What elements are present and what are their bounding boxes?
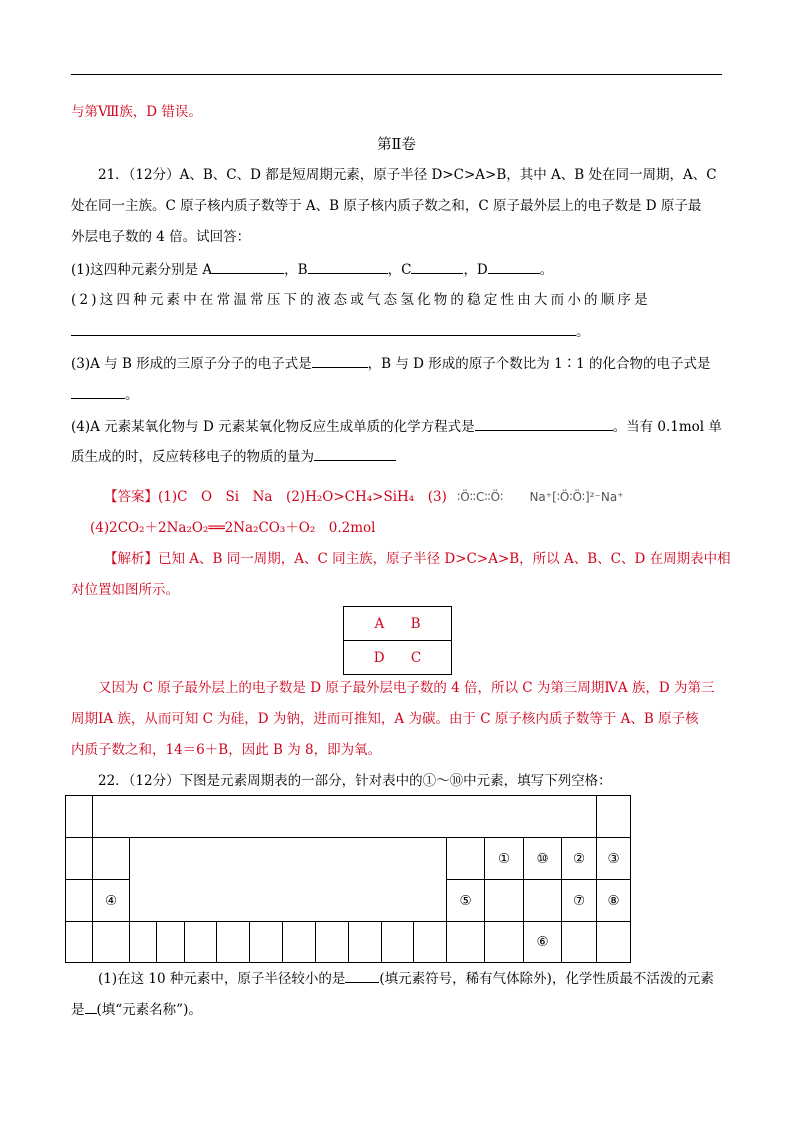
lewis-na2o2: Na⁺[∶Ö∶Ö∶]²⁻Na⁺ — [529, 490, 624, 504]
analysis-line1 — [77, 549, 755, 569]
position-grid — [343, 606, 452, 675]
pt-cell-element-1: ① — [485, 838, 524, 880]
q22-stem: 22．（12分）下图是元素周期表的一部分，针对表中的①～⑩中元素，填写下列空格： — [98, 773, 612, 789]
q21-stem-line3: 外层电子数的 4 倍。试回答： — [71, 229, 251, 245]
q21-part1-d: ，D — [463, 262, 488, 278]
analysis-line3: 又因为 C 原子最外层上的电子数是 D 原子最外层电子数的 4 倍，所以 C 为第三周期ⅣA 族，D 为第三 — [98, 680, 715, 696]
answer-blank-electrons[interactable] — [314, 446, 396, 461]
position-grid-row2 — [344, 641, 452, 675]
q21-part4-c: 质生成的时，反应转移电子的物质的量为 — [71, 449, 314, 465]
grid-a: A — [374, 615, 385, 632]
analysis-line2: 对位置如图所示。 — [71, 582, 179, 598]
answer-blank-d[interactable] — [488, 259, 540, 274]
pt-cell — [382, 922, 414, 963]
analysis-line5: 内质子数之和，14＝6＋B，因此 B 为 8，即为氧。 — [71, 742, 382, 758]
pt-cell-element-6: ⑥ — [524, 922, 562, 963]
pt-cell — [485, 880, 524, 922]
answer-blank-b[interactable] — [308, 259, 388, 274]
q21-part2: (2)这四种元素中在常温常压下的液态或气态氢化物的稳定性由大而小的顺序是 — [71, 292, 651, 308]
header-rule — [71, 74, 722, 75]
pt-cell — [66, 838, 93, 880]
analysis-text-1: 已知 A、B 同一周期，A、C 同主族，原子半径 D>C>A>B，所以 A、B、C、D 在周期表中相 — [158, 551, 731, 567]
pt-cell — [597, 796, 631, 838]
answer-blank-inert[interactable] — [85, 999, 97, 1014]
answer-blank-electron-formula-2[interactable] — [71, 384, 125, 399]
pt-cell — [283, 922, 316, 963]
q22-part1 — [71, 968, 749, 989]
pt-cell — [93, 922, 130, 963]
grid-b: B — [410, 615, 421, 632]
q22-part1-d: (填“元素名称”)。 — [96, 1002, 202, 1018]
pt-cell — [597, 922, 631, 963]
q21-part1-a: (1)这四种元素分别是 A — [71, 262, 213, 278]
pt-cell — [66, 880, 93, 922]
q21-part3-cont — [71, 384, 722, 405]
analysis-label: 【解析】 — [104, 551, 158, 567]
pt-cell — [130, 922, 157, 963]
answer-blank-c[interactable] — [411, 259, 463, 274]
answer-text-1: (1)C O Si Na (2)H₂O>CH₄>SiH₄ (3) — [158, 489, 447, 505]
pt-cell-element-10: ⑩ — [524, 838, 562, 880]
q21-part4-b: 。当有 0.1mol 单 — [612, 419, 722, 435]
section-title: 第Ⅱ卷 — [377, 137, 416, 153]
q22-part1-c: 是 — [71, 1002, 85, 1018]
pt-cell — [562, 922, 597, 963]
pt-cell-transition-gap — [130, 838, 447, 922]
position-grid-row1 — [344, 607, 452, 641]
pt-cell — [349, 922, 382, 963]
pt-row-1 — [66, 796, 631, 838]
pt-cell — [524, 880, 562, 922]
answer-blank-a[interactable] — [212, 259, 284, 274]
pt-cell-element-3: ③ — [597, 838, 631, 880]
answer-line1 — [77, 487, 755, 507]
position-grid-bottom — [344, 641, 452, 675]
pt-row-4 — [66, 922, 631, 963]
answer-blank-equation[interactable] — [475, 416, 613, 431]
answer-line2: (4)2CO₂＋2Na₂O₂══2Na₂CO₃＋O₂ 0.2mol — [90, 520, 376, 536]
pt-cell — [157, 922, 185, 963]
carryover-text: 与第Ⅷ族，D 错误。 — [71, 104, 202, 120]
grid-d: D — [373, 649, 385, 666]
answer-label: 【答案】 — [104, 489, 158, 505]
pt-cell — [93, 838, 130, 880]
q21-stem-line1: 21．（12分）A、B、C、D 都是短周期元素，原子半径 D>C>A>B，其中 A、B 处在同一周期，A、C — [98, 167, 717, 183]
pt-cell — [66, 922, 93, 963]
pt-cell-period1-gap — [93, 796, 597, 838]
q21-stem-line2: 处在同一主族。C 原子核内质子数等于 A、B 原子核内质子数之和，C 原子最外层上的电子数是 D 原子最 — [71, 198, 702, 214]
pt-cell-element-8: ⑧ — [597, 880, 631, 922]
pt-cell — [250, 922, 283, 963]
pt-cell-element-5: ⑤ — [447, 880, 485, 922]
q21-part4-a: (4)A 元素某氧化物与 D 元素某氧化物反应生成单质的化学方程式是 — [71, 419, 475, 435]
q21-part1-b: ，B — [284, 262, 308, 278]
q21-part2-end: 。 — [576, 324, 590, 340]
answer-blank-order[interactable] — [71, 321, 576, 336]
q21-part2-blank-line — [71, 321, 722, 342]
pt-cell — [185, 922, 217, 963]
periodic-table — [65, 795, 631, 963]
pt-cell-element-7: ⑦ — [562, 880, 597, 922]
q22-part1-b: (填元素符号，稀有气体除外)，化学性质最不活泼的元素 — [379, 971, 714, 987]
lewis-co2: ∶Ö∶∶C∶∶Ö∶ — [457, 490, 504, 504]
pt-cell — [414, 922, 447, 963]
q21-part3 — [71, 353, 722, 374]
pt-cell — [316, 922, 349, 963]
pt-cell-element-2: ② — [562, 838, 597, 880]
q21-part1-e: 。 — [539, 262, 554, 278]
pt-cell — [447, 838, 485, 880]
answer-blank-radius[interactable] — [345, 968, 379, 983]
q21-part3-b: ，B 与 D 形成的原子个数比为 1∶1 的化合物的电子式是 — [367, 356, 711, 372]
q21-part4-cont — [71, 446, 722, 467]
pt-cell — [66, 796, 93, 838]
q21-part4 — [71, 416, 722, 437]
pt-cell — [217, 922, 250, 963]
pt-row-2 — [66, 838, 631, 880]
q21-part1-c: ，C — [387, 262, 412, 278]
grid-c: C — [410, 649, 422, 666]
analysis-line4: 周期ⅠA 族，从而可知 C 为硅，D 为钠，进而可推知，A 为碳。由于 C 原子核内质子数等于 A、B 原子核 — [71, 711, 699, 727]
q22-part1-a: (1)在这 10 种元素中，原子半径较小的是 — [98, 971, 346, 987]
pt-cell — [447, 922, 485, 963]
q21-part3-a: (3)A 与 B 形成的三原子分子的电子式是 — [71, 356, 312, 372]
q22-part1-cont — [71, 999, 722, 1020]
answer-blank-electron-formula-1[interactable] — [312, 353, 368, 368]
pt-cell — [485, 922, 524, 963]
pt-cell-element-4: ④ — [93, 880, 130, 922]
position-grid-top — [344, 607, 452, 641]
q21-part3-end: 。 — [125, 387, 139, 403]
q21-part1 — [71, 259, 722, 280]
